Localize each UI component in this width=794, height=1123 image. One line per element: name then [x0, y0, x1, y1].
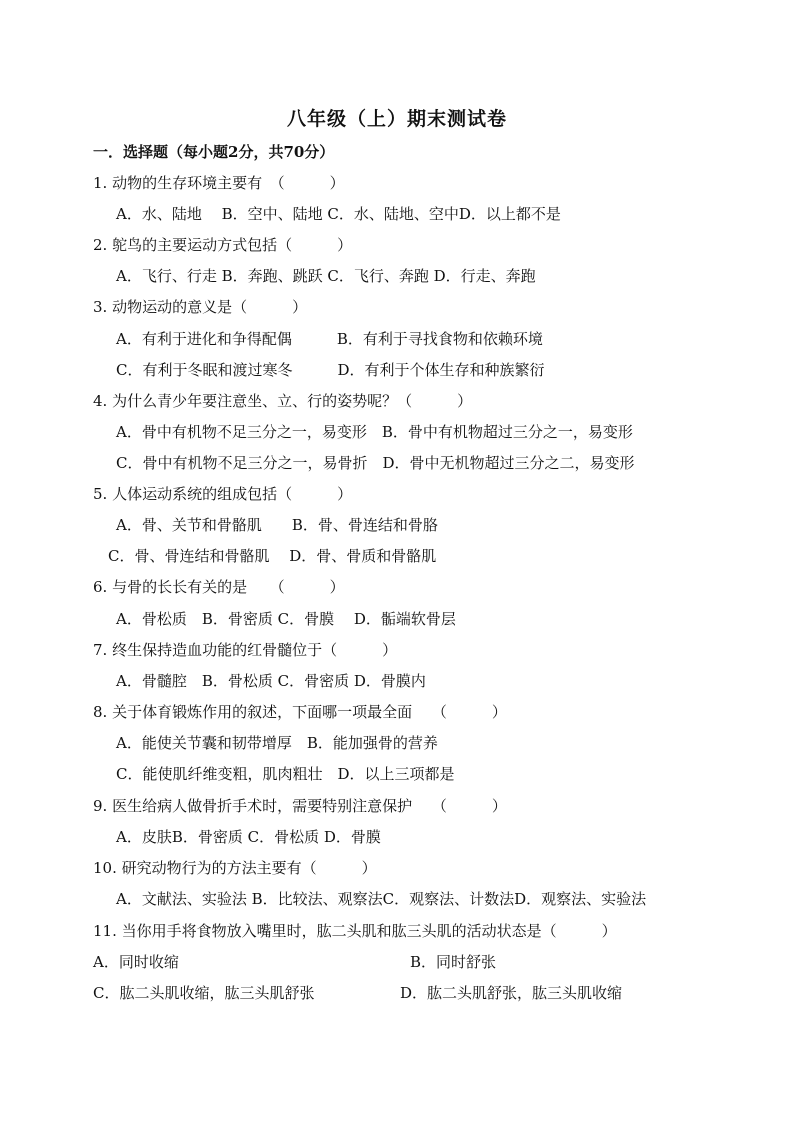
question-3: 3. 动物运动的意义是（ ） — [93, 298, 308, 316]
question-6: 6. 与骨的长长有关的是 （ ） — [93, 578, 345, 596]
question-11-option-d: D．肱二头肌舒张，肱三头肌收缩 — [400, 984, 623, 1002]
question-11: 11. 当你用手将食物放入嘴里时，肱二头肌和肱三头肌的活动状态是（ ） — [93, 922, 617, 940]
question-5: 5. 人体运动系统的组成包括（ ） — [93, 485, 353, 503]
question-8: 8. 关于体育锻炼作用的叙述，下面哪一项最全面 （ ） — [93, 703, 507, 721]
section-heading: 一．选择题（每小题2分，共70分） — [93, 143, 335, 161]
question-5-options-cd: C．骨、骨连结和骨骼肌 D．骨、骨质和骨骼肌 — [108, 547, 437, 565]
question-6-options: A．骨松质 B．骨密质 C．骨膜 D．骺端软骨层 — [116, 610, 456, 628]
question-11-option-a: A．同时收缩 — [93, 953, 179, 971]
question-9: 9. 医生给病人做骨折手术时，需要特别注意保护 （ ） — [93, 797, 507, 815]
question-4-options-cd: C．骨中有机物不足三分之一，易骨折 D．骨中无机物超过三分之二，易变形 — [116, 454, 635, 472]
question-3-options-cd: C．有利于冬眠和渡过寒冬 D．有利于个体生存和种族繁衍 — [116, 361, 545, 379]
question-4-options-ab: A．骨中有机物不足三分之一，易变形 B．骨中有机物超过三分之一，易变形 — [116, 423, 633, 441]
question-11-option-c: C．肱二头肌收缩，肱三头肌舒张 — [93, 984, 315, 1002]
question-4: 4. 为什么青少年要注意坐、立、行的姿势呢？（ ） — [93, 392, 473, 410]
question-8-options-ab: A．能使关节囊和韧带增厚 B．能加强骨的营养 — [116, 734, 438, 752]
question-7: 7. 终生保持造血功能的红骨髓位于（ ） — [93, 641, 398, 659]
question-2-options: A．飞行、行走 B．奔跑、跳跃 C．飞行、奔跑 D．行走、奔跑 — [116, 267, 536, 285]
question-2: 2. 鸵鸟的主要运动方式包括（ ） — [93, 236, 353, 254]
question-7-options: A．骨髓腔 B．骨松质 C．骨密质 D．骨膜内 — [116, 672, 426, 690]
question-1-options: A．水、陆地 B．空中、陆地 C．水、陆地、空中D．以上都不是 — [116, 205, 561, 223]
page-title: 八年级（上）期末测试卷 — [286, 108, 507, 130]
question-11-option-b: B．同时舒张 — [410, 953, 497, 971]
question-8-options-cd: C．能使肌纤维变粗，肌肉粗壮 D．以上三项都是 — [116, 765, 455, 783]
question-5-options-ab: A．骨、关节和骨骼肌 B．骨、骨连结和骨胳 — [116, 516, 438, 534]
question-3-options-ab: A．有利于进化和争得配偶 B．有利于寻找食物和依赖环境 — [116, 330, 543, 348]
question-9-options: A．皮肤B．骨密质 C．骨松质 D．骨膜 — [116, 828, 381, 846]
question-10: 10. 研究动物行为的方法主要有（ ） — [93, 859, 377, 877]
question-1: 1. 动物的生存环境主要有 （ ） — [93, 174, 345, 192]
question-10-options: A．文献法、实验法 B．比较法、观察法C．观察法、计数法D．观察法、实验法 — [116, 890, 647, 908]
